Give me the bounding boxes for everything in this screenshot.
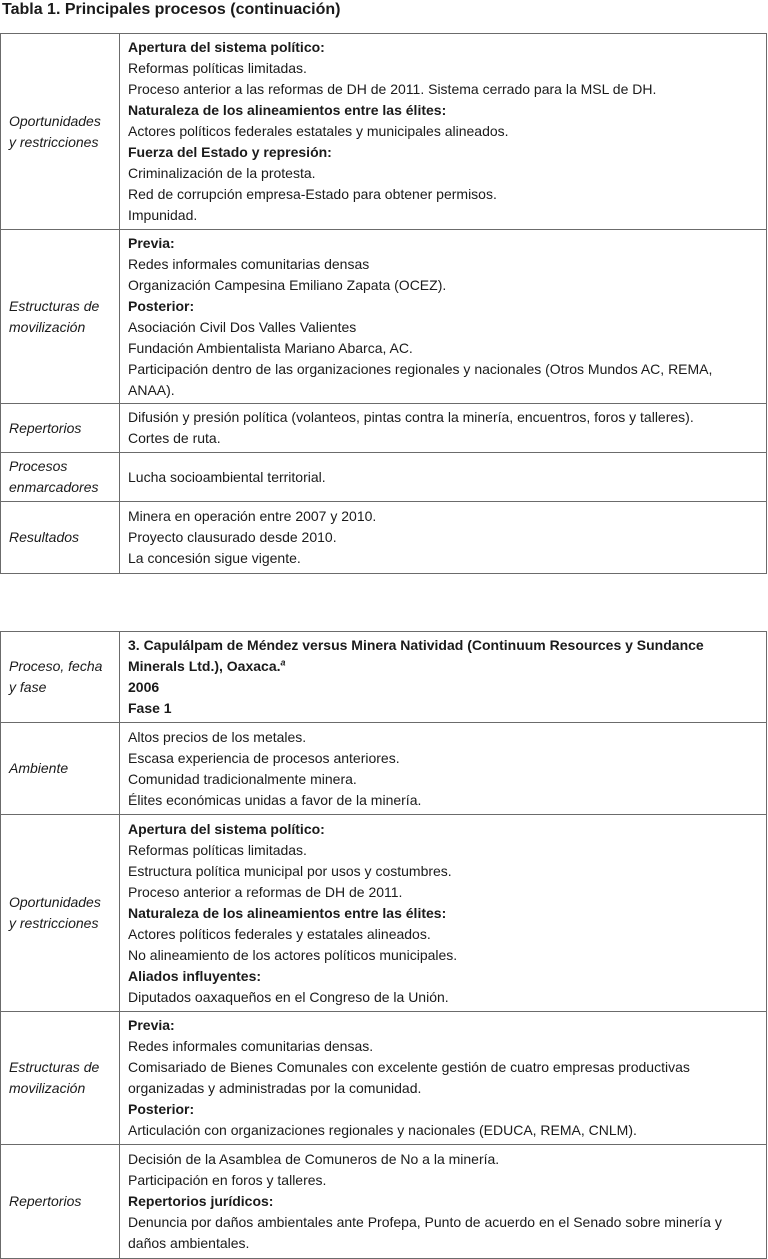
row-content [120, 502, 767, 574]
table-row [1, 1012, 767, 1145]
section-heading: Previa: [128, 1017, 175, 1033]
table-row [1, 815, 767, 1012]
content-line: Participación dentro de las organizaciones regionales y nacionales (Otros Mundos AC, REMA, ANAA). [128, 360, 713, 398]
section-heading: Posterior: [128, 1101, 195, 1117]
content-line: Cortes de ruta. [128, 430, 221, 446]
content-line: Proceso anterior a reformas de DH de 2011. [128, 883, 403, 900]
content-line: Redes informales comunitarias densas. [128, 1038, 374, 1054]
content-line: No alineamiento de los actores políticos municipales. [128, 946, 458, 963]
row-label: Procesos enmarcadores [1, 453, 120, 502]
row-label: Estructuras de movilización [1, 1012, 120, 1145]
content-line: Actores políticos federales y estatales alineados. [128, 925, 431, 942]
content-line: Reformas políticas limitadas. [128, 60, 307, 76]
table-row [1, 502, 767, 574]
content-line: Asociación Civil Dos Valles Valientes [128, 318, 357, 335]
table-row [1, 34, 767, 230]
row-label: Estructuras de movilización [1, 230, 120, 404]
section-heading: Previa: [128, 234, 175, 251]
table-case-3 [0, 631, 767, 1259]
table-row [1, 453, 767, 502]
table-row [1, 723, 767, 815]
content-line: Difusión y presión política (volanteos, pintas contra la minería, encuentros, foros y talleres). [128, 409, 694, 425]
row-content [120, 723, 767, 815]
section-heading: Fuerza del Estado y represión: [128, 144, 332, 160]
footnote-marker: a [280, 657, 286, 668]
section-heading: Naturaleza de los alineamientos entre las élites: [128, 102, 447, 118]
content-line: Organización Campesina Emiliano Zapata (OCEZ). [128, 276, 447, 293]
case-year: 2006 [128, 679, 160, 695]
row-content [120, 230, 767, 404]
table-row-header [1, 632, 767, 723]
content-line: Redes informales comunitarias densas [128, 255, 370, 272]
content-line: Proceso anterior a las reformas de DH de 2011. Sistema cerrado para la MSL de DH. [128, 81, 657, 97]
content-line: Escasa experiencia de procesos anteriores. [128, 749, 400, 766]
row-label: Ambiente [1, 723, 120, 815]
content-line: Actores políticos federales estatales y municipales alineados. [128, 123, 509, 139]
content-line: Denuncia por daños ambientales ante Profepa, Punto de acuerdo en el Senado sobre minería y daños ambientales. [128, 1214, 722, 1251]
row-label: Proceso, fecha y fase [1, 632, 120, 723]
table-row [1, 230, 767, 404]
content-line: Participación en foros y talleres. [128, 1172, 327, 1188]
row-label: Oportunidades y restricciones [1, 815, 120, 1012]
content-line: Diputados oaxaqueños en el Congreso de la Unión. [128, 988, 449, 1005]
case-phase: Fase 1 [128, 700, 172, 716]
content-line: Minera en operación entre 2007 y 2010. [128, 508, 377, 524]
section-heading: Aliados influyentes: [128, 967, 262, 984]
table-continuation [0, 33, 767, 574]
section-heading: Apertura del sistema político: [128, 820, 325, 837]
case-name: 3. Capulálpam de Méndez versus Minera Natividad (Continuum Resources y Sundance Minerals Ltd.), Oaxaca.$^a$ [128, 637, 704, 674]
content-line: Estructura política municipal por usos y costumbres. [128, 862, 452, 879]
content-line: Impunidad. [128, 207, 198, 223]
row-label: Repertorios [1, 1145, 120, 1259]
content-line: La concesión sigue vigente. [128, 550, 301, 566]
row-label: Resultados [1, 502, 120, 574]
row-content [120, 815, 767, 1012]
row-content [120, 632, 767, 723]
content-line: Red de corrupción empresa-Estado para obtener permisos. [128, 186, 497, 202]
content-line: Comunidad tradicionalmente minera. [128, 770, 357, 787]
content-line: Fundación Ambientalista Mariano Abarca, AC. [128, 339, 413, 356]
table-row [1, 1145, 767, 1259]
row-label: Repertorios [1, 404, 120, 453]
content-line: Altos precios de los metales. [128, 728, 307, 745]
content-line: Reformas políticas limitadas. [128, 841, 307, 858]
row-content [120, 34, 767, 230]
row-content [120, 1012, 767, 1145]
section-heading: Repertorios jurídicos: [128, 1193, 274, 1209]
content-line: Proyecto clausurado desde 2010. [128, 529, 337, 545]
content-line: Criminalización de la protesta. [128, 165, 316, 181]
row-label: Oportunidades y restricciones [1, 34, 120, 230]
content-line: Comisariado de Bienes Comunales con excelente gestión de cuatro empresas productivas organizadas y administradas por la comunidad. [128, 1059, 690, 1096]
table-title: Tabla 1. Principales procesos (continuación) [2, 1, 341, 18]
table-row [1, 404, 767, 453]
row-content [120, 1145, 767, 1259]
content-line: Articulación con organizaciones regionales y nacionales (EDUCA, REMA, CNLM). [128, 1122, 637, 1138]
section-heading: Naturaleza de los alineamientos entre las élites: [128, 904, 447, 921]
content-line: Élites económicas unidas a favor de la minería. [128, 791, 422, 808]
section-heading: Apertura del sistema político: [128, 39, 325, 55]
row-content [120, 453, 767, 502]
section-heading: Posterior: [128, 297, 195, 314]
content-line: Lucha socioambiental territorial. [128, 468, 326, 485]
content-line: Decisión de la Asamblea de Comuneros de No a la minería. [128, 1151, 500, 1167]
row-content [120, 404, 767, 453]
